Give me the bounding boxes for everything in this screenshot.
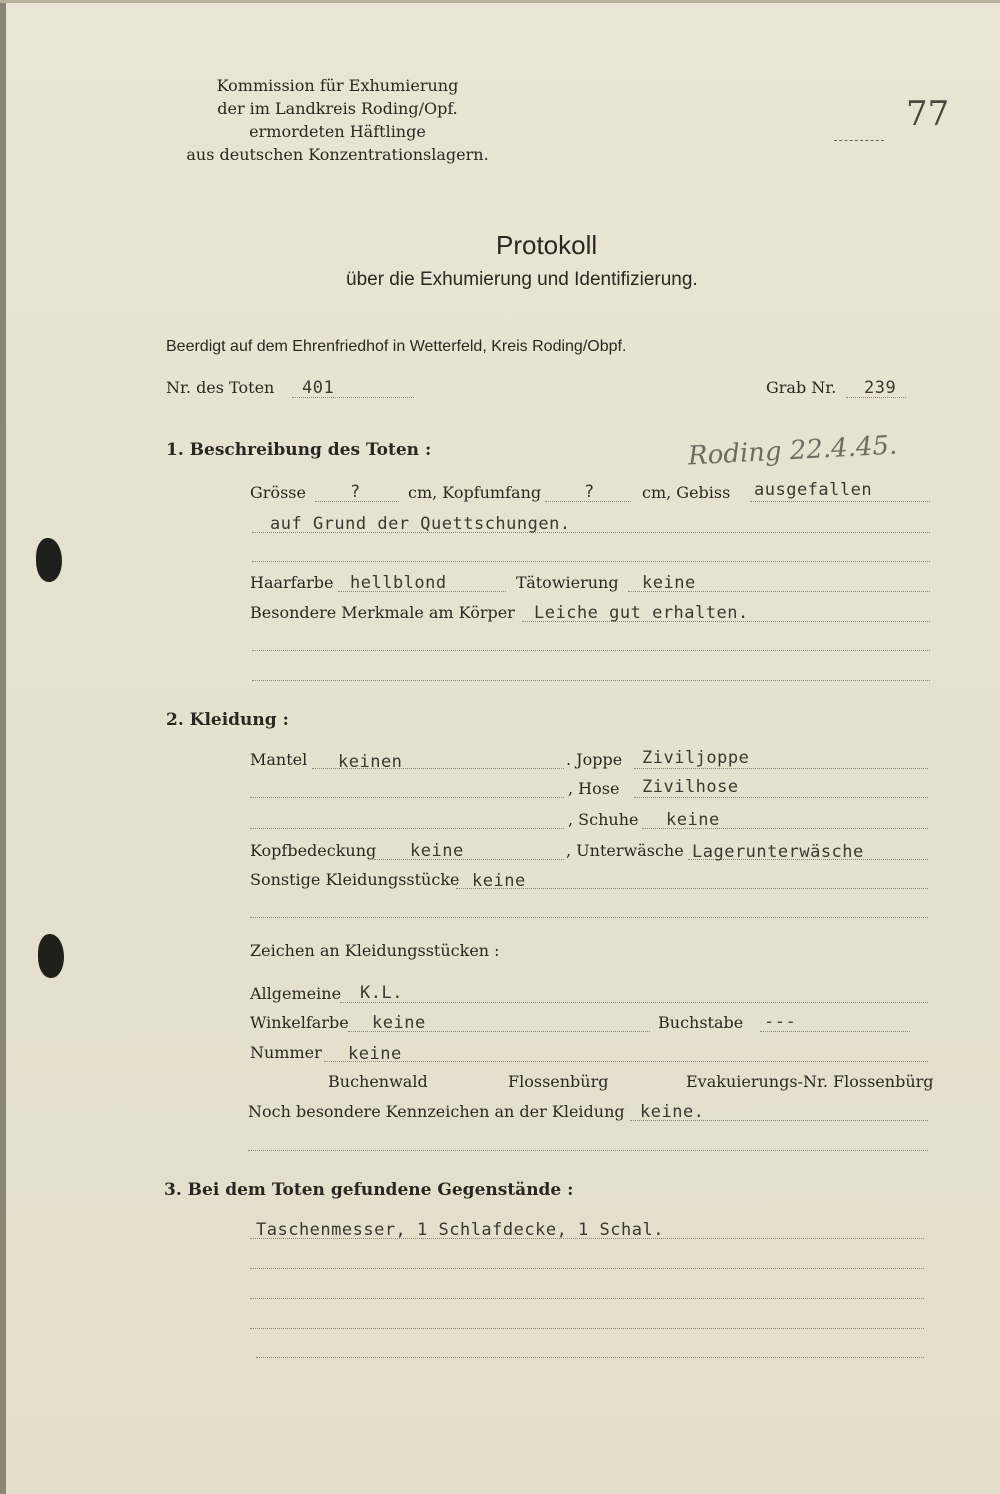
commission-header	[150, 74, 525, 166]
clothing-blank-line-2	[250, 828, 564, 829]
general-marks-value: K.L.	[360, 983, 403, 1003]
extra-marks-label: Noch besondere Kennzeichen an der Kleidung	[248, 1102, 625, 1121]
head-circumference-value: ?	[584, 482, 595, 502]
items-line-2	[250, 1268, 924, 1269]
page-number: 77	[906, 94, 950, 134]
camp-buchenwald: Buchenwald	[328, 1072, 428, 1091]
handwritten-place-date: Roding 22.4.45.	[687, 430, 899, 472]
hair-color-label: Haarfarbe	[250, 573, 334, 592]
headwear-value: keine	[410, 841, 464, 861]
camp-flossenbuerg: Flossenbürg	[508, 1072, 609, 1091]
found-items-value: Taschenmesser, 1 Schlafdecke, 1 Schal.	[256, 1220, 664, 1240]
coat-label: Mantel	[250, 750, 308, 769]
jacket-label: . Joppe	[566, 750, 623, 769]
punch-hole-top	[36, 538, 62, 582]
document-title: Protokoll	[496, 230, 598, 260]
shoes-label: , Schuhe	[568, 810, 639, 829]
clothing-blank-line-3	[250, 917, 928, 918]
teeth-continuation: auf Grund der Quettschungen.	[270, 514, 571, 534]
extra-marks-value: keine.	[640, 1102, 705, 1122]
general-marks-line	[340, 1002, 928, 1003]
clothing-marks-heading: Zeichen an Kleidungsstücken :	[250, 941, 500, 960]
number-label: Nummer	[250, 1043, 322, 1062]
items-line-5	[256, 1357, 924, 1358]
underwear-value: Lagerunterwäsche	[692, 842, 864, 862]
dead-number-label: Nr. des Toten	[166, 378, 275, 397]
clothing-blank-line-4	[248, 1150, 928, 1151]
body-marks-value: Leiche gut erhalten.	[534, 603, 749, 623]
other-clothing-value: keine	[472, 871, 526, 891]
jacket-line	[634, 768, 928, 769]
blank-line-1	[252, 561, 930, 562]
document-subtitle: über die Exhumierung und Identifizierung.	[346, 269, 698, 290]
coat-value: keinen	[338, 752, 403, 772]
items-line-3	[250, 1298, 924, 1299]
trousers-label: , Hose	[568, 779, 620, 798]
items-line-4	[250, 1328, 924, 1329]
punch-hole-bottom	[38, 934, 64, 978]
blank-line-2	[252, 650, 930, 651]
dead-number-value: 401	[302, 378, 335, 398]
burial-location: Beerdigt auf dem Ehrenfriedhof in Wetterfeld, Kreis Roding/Obpf.	[166, 338, 627, 355]
clothing-blank-line-1	[250, 797, 564, 798]
hair-color-value: hellblond	[350, 573, 447, 593]
teeth-line	[750, 501, 930, 502]
other-clothing-label: Sonstige Kleidungsstücke	[250, 870, 460, 889]
letter-label: Buchstabe	[658, 1013, 744, 1032]
tattoo-value: keine	[642, 573, 696, 593]
header-line-1: Kommission für Exhumierung	[216, 76, 459, 95]
height-value: ?	[350, 482, 361, 502]
section-1-heading: 1. Beschreibung des Toten :	[166, 440, 432, 460]
section-3-heading: 3. Bei dem Toten gefundene Gegenstände :	[164, 1180, 574, 1200]
page-left-edge	[0, 0, 6, 1494]
blank-line-3	[252, 680, 930, 681]
page-top-edge	[0, 0, 1000, 3]
header-line-2: der im Landkreis Roding/Opf.	[217, 99, 458, 118]
teeth-value: ausgefallen	[754, 480, 873, 500]
header-line-4: aus deutschen Konzentrationslagern.	[186, 145, 489, 164]
body-marks-label: Besondere Merkmale am Körper	[250, 603, 515, 622]
page-number-dash	[834, 140, 884, 141]
letter-value: ---	[764, 1012, 797, 1032]
jacket-value: Ziviljoppe	[642, 748, 750, 768]
headwear-label: Kopfbedeckung	[250, 841, 377, 860]
header-line-3: ermordeten Häftlinge	[249, 122, 426, 141]
grave-number-value: 239	[864, 378, 897, 398]
number-line	[324, 1061, 928, 1062]
head-circumference-label: cm, Kopfumfang	[408, 483, 542, 502]
headwear-line	[374, 859, 564, 860]
teeth-label: cm, Gebiss	[642, 483, 731, 502]
section-2-heading: 2. Kleidung :	[166, 710, 289, 730]
triangle-color-label: Winkelfarbe	[250, 1013, 349, 1032]
tattoo-label: Tätowierung	[516, 573, 619, 592]
shoes-value: keine	[666, 810, 720, 830]
other-clothing-line	[456, 888, 928, 889]
general-marks-label: Allgemeine	[250, 984, 342, 1003]
trousers-value: Zivilhose	[642, 777, 739, 797]
evacuation-number-label: Evakuierungs-Nr. Flossenbürg	[686, 1072, 934, 1091]
height-label: Grösse	[250, 483, 306, 502]
number-value: keine	[348, 1044, 402, 1064]
trousers-line	[634, 797, 928, 798]
underwear-label: , Unterwäsche	[566, 841, 684, 860]
triangle-color-value: keine	[372, 1013, 426, 1033]
grave-number-label: Grab Nr.	[766, 378, 837, 397]
